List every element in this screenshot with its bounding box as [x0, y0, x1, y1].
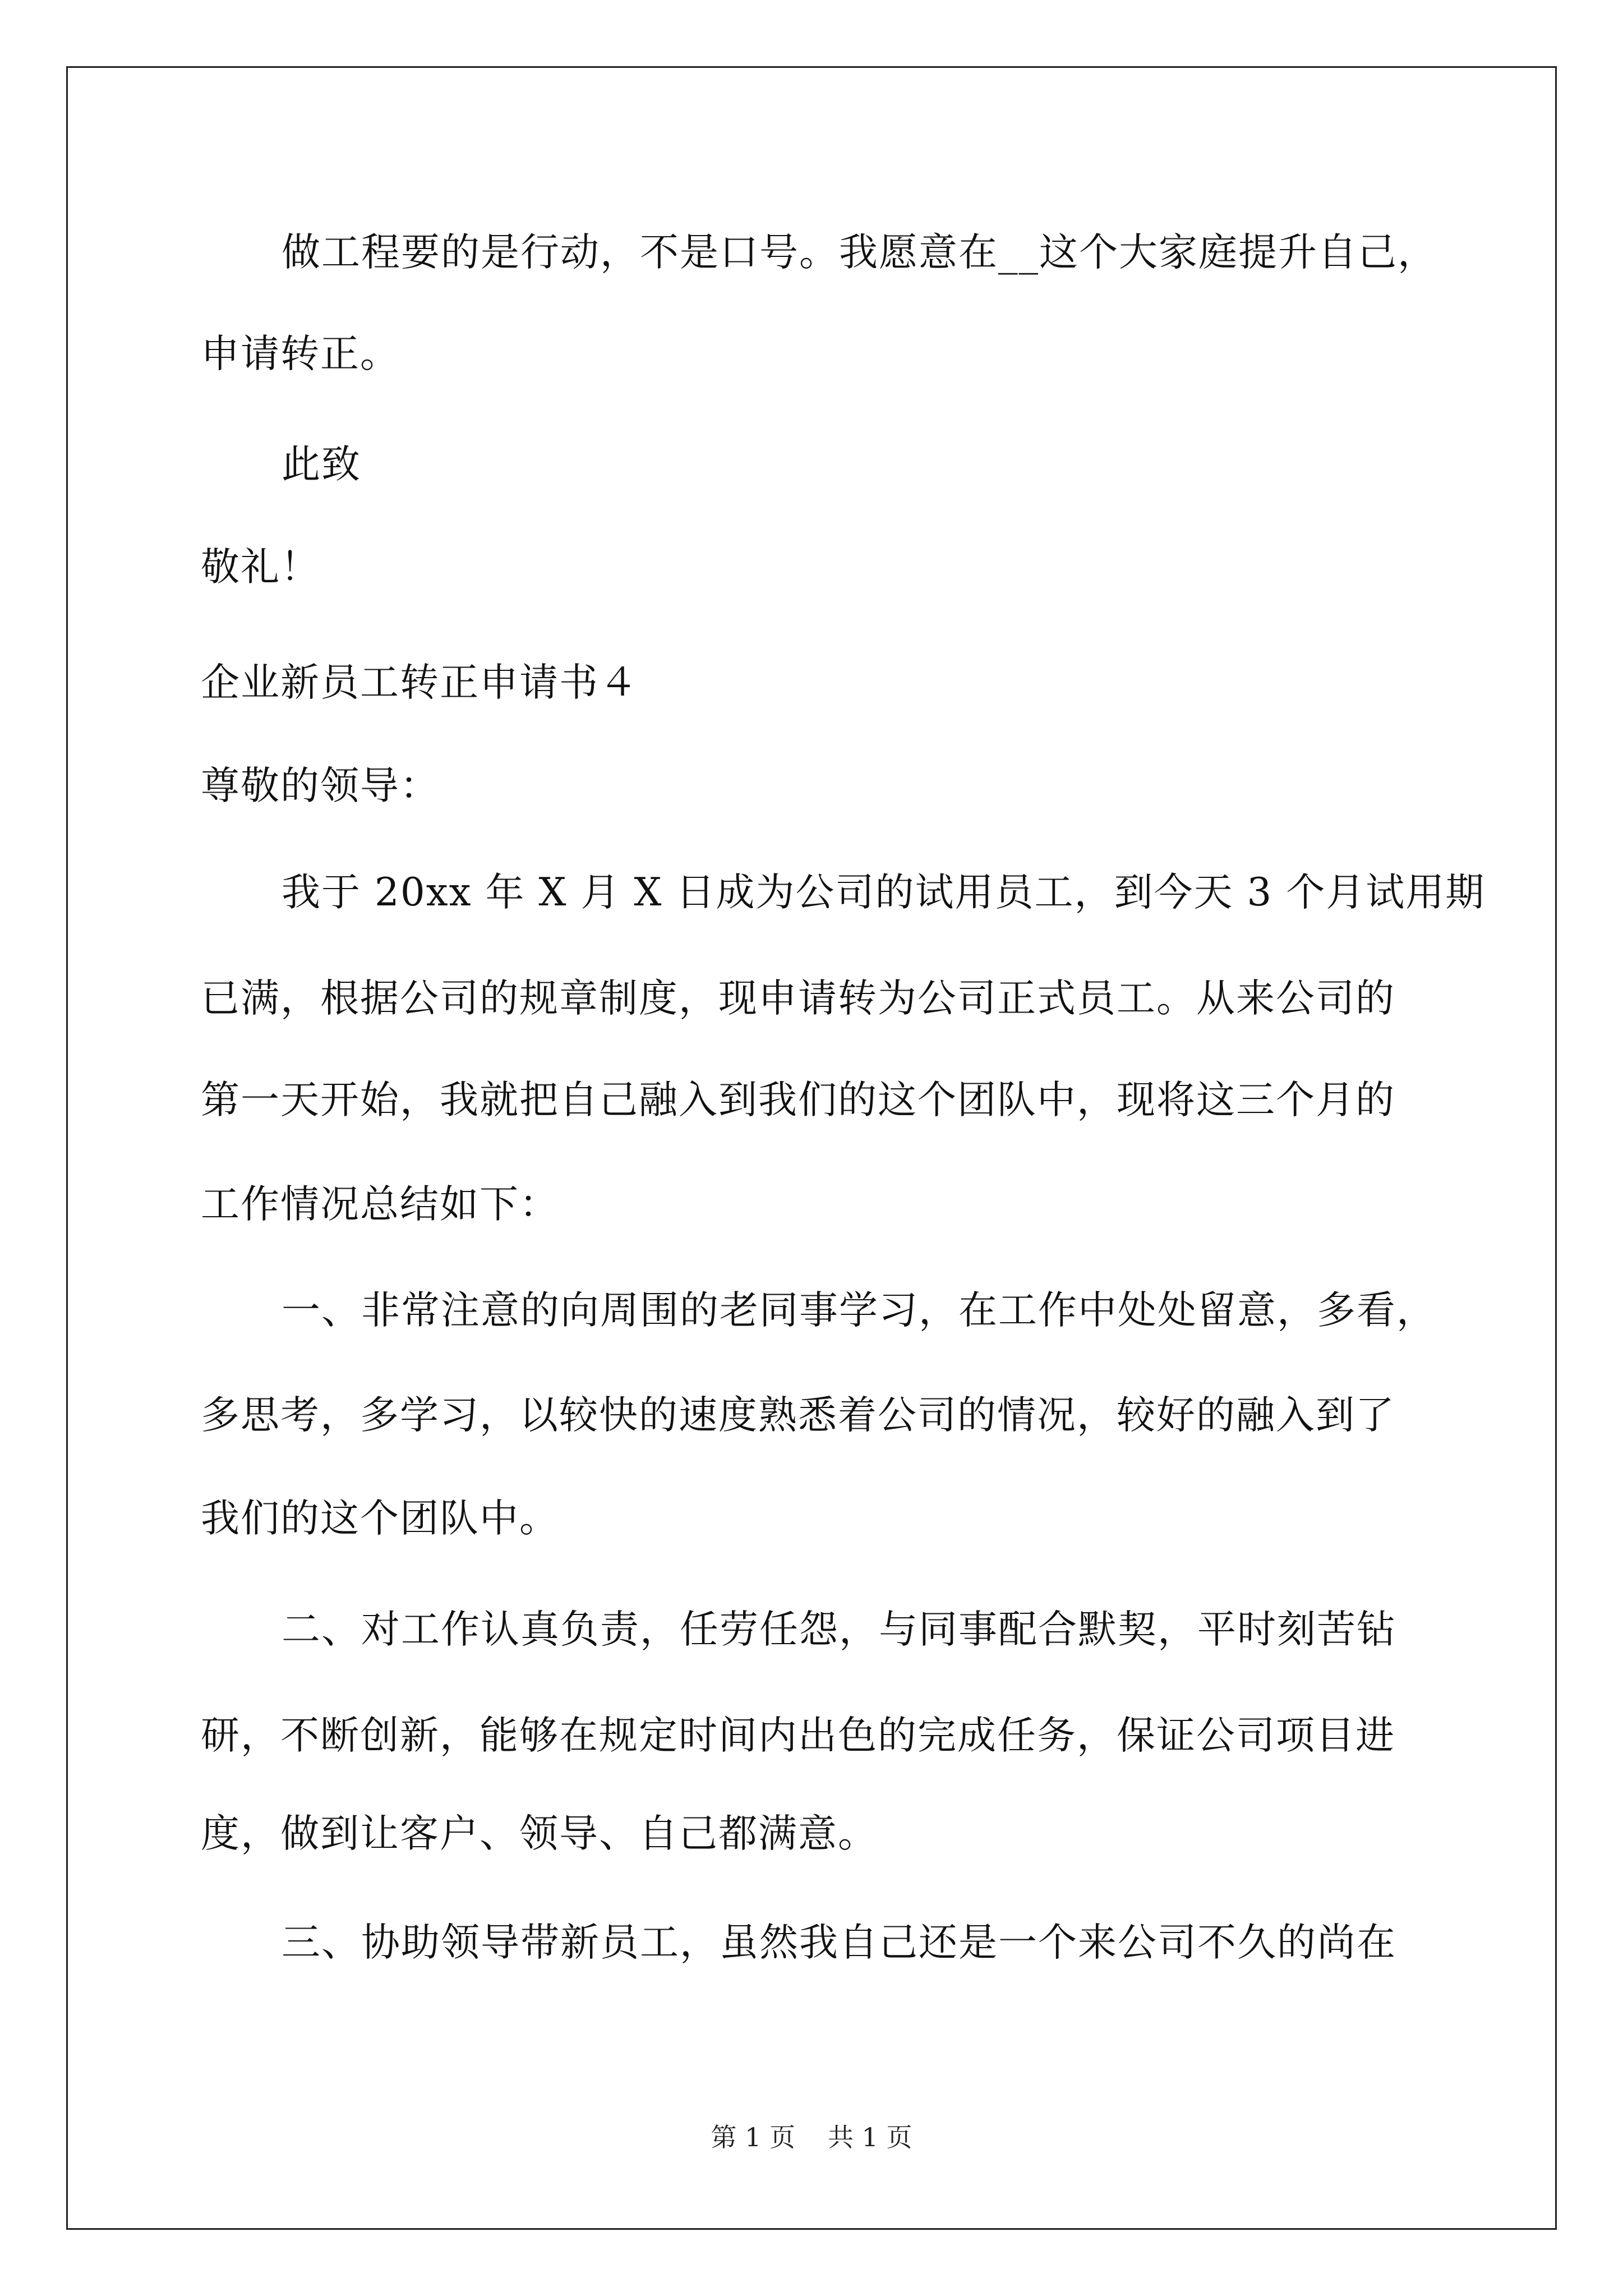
paragraph-line: 三、协助领导带新员工，虽然我自己还是一个来公司不久的尚在	[282, 1920, 1396, 1965]
paragraph-line: 二、对工作认真负责，任劳任怨，与同事配合默契，平时刻苦钻	[282, 1607, 1396, 1652]
closing-regards: 敬礼！	[201, 545, 320, 590]
section-title: 企业新员工转正申请书４	[201, 660, 639, 705]
closing-salutation: 此致	[282, 442, 361, 487]
paragraph-line: 度，做到让客户、领导、自己都满意。	[201, 1811, 878, 1856]
paragraph-line: 我于 20xx 年 X 月 X 日成为公司的试用员工，到今天 3 个月试用期	[282, 870, 1486, 915]
page-footer	[0, 2120, 1623, 2154]
paragraph-line: 申请转正。	[201, 332, 400, 376]
paragraph-line: 研，不断创新，能够在规定时间内出色的完成任务，保证公司项目进	[201, 1713, 1395, 1758]
page-number: 第 1 页	[711, 2122, 795, 2152]
paragraph-line: 工作情况总结如下：	[201, 1182, 559, 1227]
page-total: 共 1 页	[828, 2122, 912, 2152]
paragraph-line: 已满，根据公司的规章制度，现申请转为公司正式员工。从来公司的	[201, 976, 1395, 1021]
paragraph-line: 一、非常注意的向周围的老同事学习，在工作中处处留意，多看，	[282, 1288, 1436, 1333]
greeting: 尊敬的领导：	[201, 763, 440, 808]
paragraph-line: 第一天开始，我就把自己融入到我们的这个团队中，现将这三个月的	[201, 1078, 1395, 1122]
paragraph-line: 多思考，多学习，以较快的速度熟悉着公司的情况，较好的融入到了	[201, 1393, 1395, 1438]
paragraph-line: 我们的这个团队中。	[201, 1496, 559, 1541]
page-border	[66, 66, 1557, 2230]
paragraph-line: 做工程要的是行动，不是口号。我愿意在__这个大家庭提升自己，	[282, 230, 1437, 275]
